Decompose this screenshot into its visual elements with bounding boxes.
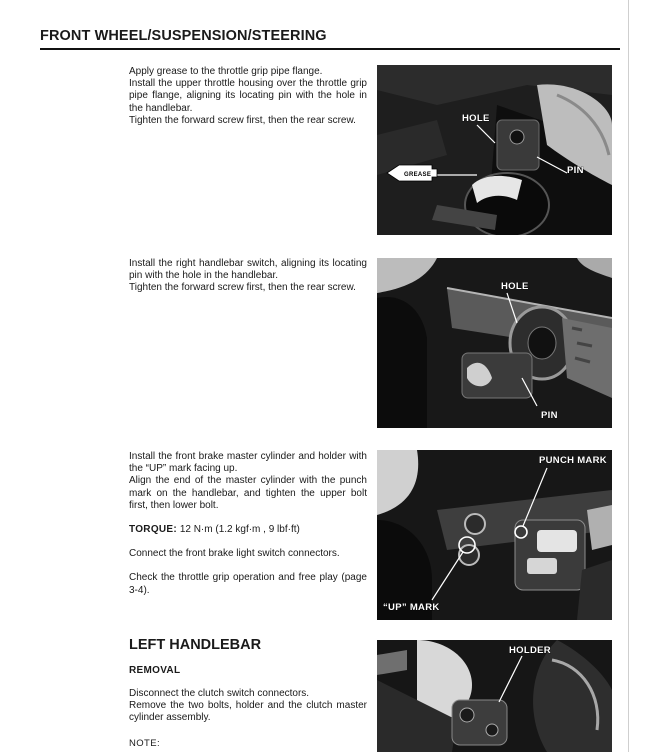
torque-value: 12 N·m (1.2 kgf·m , 9 lbf·ft) (179, 524, 300, 536)
step1-text (129, 66, 367, 127)
removal-line-1: Disconnect the clutch switch connectors. (129, 688, 310, 699)
removal-line-2: Remove the two bolts, holder and the clutch master cylinder assembly. (129, 700, 367, 724)
step3-text (129, 451, 367, 597)
label-holder: HOLDER (509, 645, 551, 656)
note-label: NOTE: (129, 738, 161, 749)
section-title-left-handlebar: LEFT HANDLEBAR (129, 637, 262, 653)
step2-line-2: Tighten the forward screw first, then the rear screw. (129, 282, 356, 294)
label-pin-1: PIN (567, 165, 584, 176)
step1-line-1: Apply grease to the throttle grip pipe flange. (129, 66, 323, 77)
step3-line-2: Align the end of the master cylinder with the punch mark on the handlebar, and tighten the upper bolt first, then lower bolt. (129, 475, 367, 511)
label-hole-1: HOLE (462, 113, 490, 124)
figure-left-handlebar-holder (377, 640, 612, 752)
page-header: FRONT WHEEL/SUSPENSION/STEERING (40, 28, 620, 50)
step3-check: Check the throttle grip operation and free play (page 3-4). (129, 572, 367, 596)
step3-connect: Connect the front brake light switch connectors. (129, 548, 340, 560)
label-hole-2: HOLE (501, 281, 529, 292)
label-grease: GREASE (404, 172, 432, 178)
figure-master-cylinder (377, 450, 612, 620)
step1-line-2: Install the upper throttle housing over the throttle grip pipe flange, aligning its locating pin with the hole in the handlebar. (129, 78, 367, 114)
right-margin-line (628, 0, 629, 752)
label-up-mark: “UP” MARK (383, 602, 440, 613)
figure-throttle-housing (377, 65, 612, 235)
torque-spec (129, 524, 367, 536)
removal-text (129, 688, 367, 725)
step1-line-3: Tighten the forward screw first, then the rear screw. (129, 114, 356, 126)
subsection-removal: REMOVAL (129, 665, 181, 676)
label-punch-mark: PUNCH MARK (539, 455, 607, 466)
step2-line-1: Install the right handlebar switch, aligning its locating pin with the hole in the handlebar. (129, 258, 367, 282)
figure-right-handlebar-switch (377, 258, 612, 428)
torque-label: TORQUE: (129, 524, 178, 536)
step3-line-1: Install the front brake master cylinder and holder with the “UP” mark facing up. (129, 451, 367, 475)
label-pin-2: PIN (541, 410, 558, 421)
step2-text (129, 258, 367, 295)
